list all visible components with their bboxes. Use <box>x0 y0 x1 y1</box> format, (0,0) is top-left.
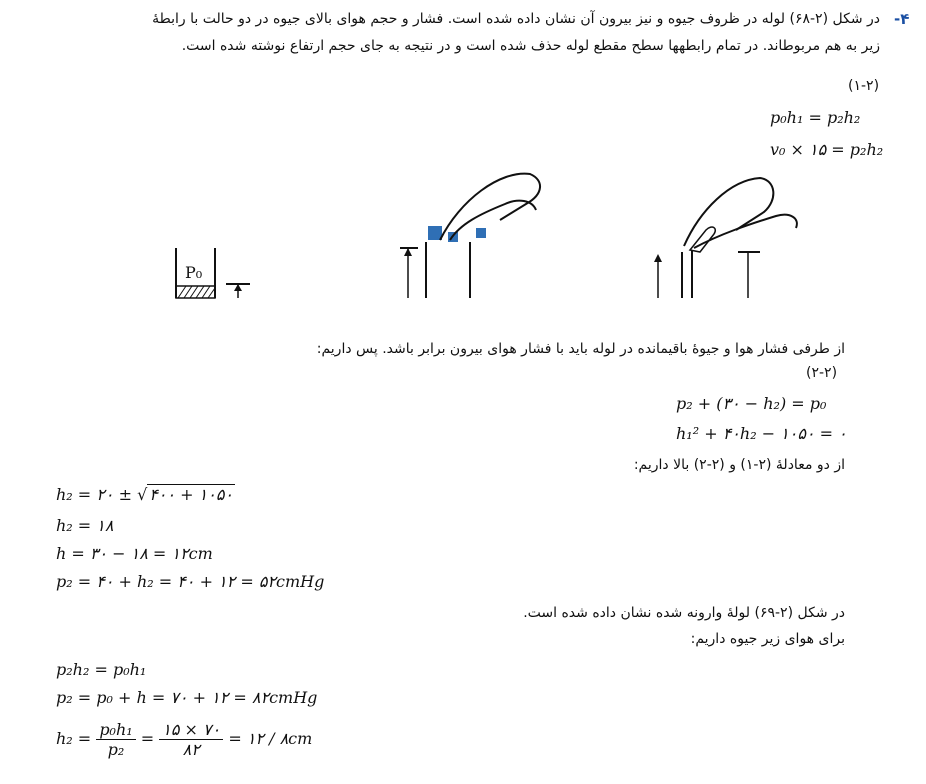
equation-2b: h₁² + ۴۰h₂ − ۱۰۵۰ = ۰ <box>676 424 847 443</box>
equation-label-2: (۲-۲) <box>806 365 838 381</box>
problem-number: -۴ <box>894 10 910 28</box>
fraction-2 <box>159 720 223 759</box>
result-h2-prefix: h₂ = ۲۰ ± √ <box>56 485 148 504</box>
fraction-equals: = <box>140 729 155 748</box>
result-h2-value: h₂ = ۱۸ <box>56 516 114 535</box>
equation-1b: v₀ × ۱۵ = p₂h₂ <box>770 140 884 159</box>
result-boyle: p₂h₂ = p₀h₁ <box>56 660 147 679</box>
level-arrow-left <box>226 284 250 298</box>
result-h2-fraction <box>56 720 312 759</box>
fraction-1-denominator: p₂ <box>107 740 125 759</box>
paragraph-pressure-balance: از طرفی فشار هوا و جیوهٔ باقیمانده در لوله باید با فشار هوای بیرون برابر باشد. پس داریم: <box>316 341 845 357</box>
tube-figure <box>160 160 800 305</box>
fraction-lhs: h₂ = <box>56 729 92 748</box>
pressure-label: P₀ <box>185 263 203 282</box>
result-p2-value: p₂ = ۴۰ + h₂ = ۴۰ + ۱۲ = ۵۲cmHg <box>56 572 325 591</box>
problem-intro: در شکل (۲-۶۸) لوله در ظروف جیوه و نیز بیرون آن نشان داده شده است. فشار و حجم هوای بالای جیوه در دو حالت با رابطهٔ زیر به هم مربوطاند. در تمام رابطهها سطح مقطع لوله حذف شده است و در نتیجه به جای حجم ارتفاع نوشته شده است. <box>152 11 880 54</box>
paragraph-from-equations: از دو معادلهٔ (۲-۱) و (۲-۲) بالا داریم: <box>633 457 845 473</box>
paragraph-air-below: برای هوای زیر جیوه داریم: <box>690 631 845 647</box>
fraction-1 <box>96 720 135 759</box>
equation-label-1: (۱-۲) <box>848 78 880 94</box>
radicand: ۴۰۰ + ۱۰۵۰ <box>149 485 233 504</box>
fraction-2-denominator: ۸۲ <box>182 740 200 759</box>
fraction-rhs: = ۱۲ / ۸cm <box>228 729 313 748</box>
result-h2-quadratic <box>56 485 235 504</box>
middle-tube <box>400 174 540 298</box>
right-tube <box>654 178 797 298</box>
equation-2a: p₂ + (۳۰ − h₂) = p₀ <box>676 394 827 413</box>
paragraph-inverted-tube: در شکل (۲-۶۹) لولهٔ وارونه شده نشان داده شده است. <box>523 605 845 621</box>
equation-1a: p₀h₁ = p₂h₂ <box>770 108 861 127</box>
fraction-2-numerator: ۱۵ × ۷۰ <box>159 720 223 740</box>
fraction-1-numerator: p₀h₁ <box>96 720 135 740</box>
result-h-value: h = ۳۰ − ۱۸ = ۱۲cm <box>56 544 213 563</box>
result-p2-inverted: p₂ = p₀ + h = ۷۰ + ۱۲ = ۸۲cmHg <box>56 688 318 707</box>
